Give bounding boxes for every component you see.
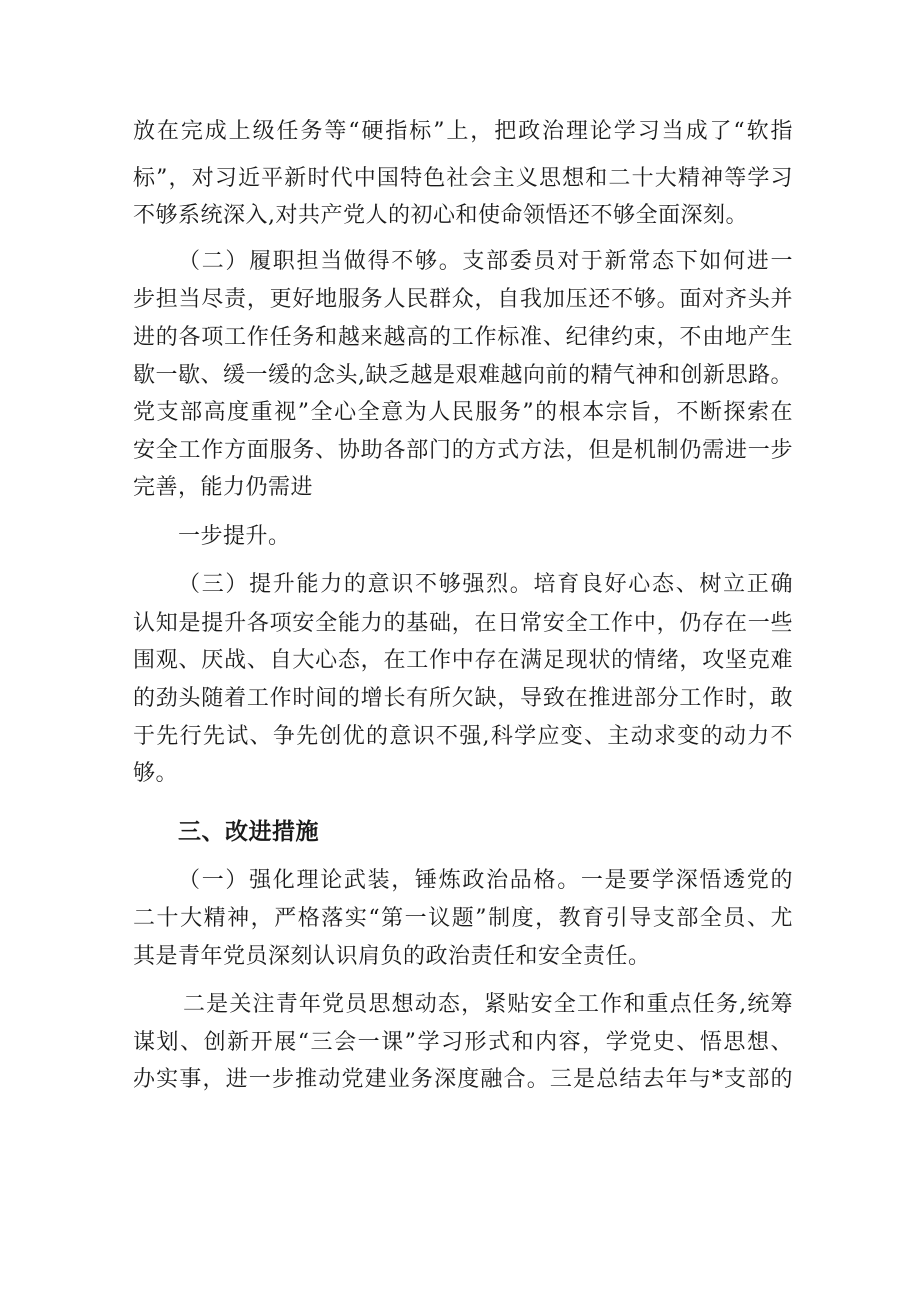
- paragraph-2-line-4: 歇一歇、缓一缓的念头,缺乏越是艰难越向前的精气神和创新思路。: [133, 363, 793, 388]
- paragraph-2-line-6: 安全工作方面服务、协助各部门的方式方法，但是机制仍需进一步: [133, 438, 793, 463]
- paragraph-5-line-1: 二是关注青年党员思想动态，紧贴安全工作和重点任务,统筹: [183, 992, 793, 1017]
- paragraph-4-line-1: （一）强化理论武装，锤炼政治品格。一是要学深悟透党的: [178, 868, 793, 893]
- paragraph-3-line-2: 认知是提升各项安全能力的基础，在日常安全工作中，仍存在一些: [133, 611, 793, 636]
- paragraph-1-line-3: 不够系统深入,对共产党人的初心和使命领悟还不够全面深刻。: [133, 203, 748, 228]
- paragraph-3-line-3: 围观、厌战、自大心态，在工作中存在满足现状的情绪，攻坚克难: [133, 648, 793, 673]
- paragraph-1-line-1: 放在完成上级任务等“硬指标”上，把政治理论学习当成了“软指: [133, 119, 793, 144]
- paragraph-2-tail: 一步提升。: [178, 524, 291, 549]
- paragraph-1-line-2: 标”，对习近平新时代中国特色社会主义思想和二十大精神等学习: [133, 166, 793, 191]
- paragraph-3-line-6: 够。: [133, 761, 179, 786]
- paragraph-4-line-3: 其是青年党员深刻认识肩负的政治责任和安全责任。: [133, 944, 651, 969]
- paragraph-5-line-3: 办实事，进一步推动党建业务深度融合。三是总结去年与*支部的: [133, 1067, 793, 1092]
- paragraph-2-line-3: 进的各项工作任务和越来越高的工作标准、纪律约束，不由地产生: [133, 325, 793, 350]
- paragraph-2-line-2: 步担当尽责，更好地服务人民群众，自我加压还不够。面对齐头并: [133, 287, 793, 312]
- paragraph-3-line-4: 的劲头随着工作时间的增长有所欠缺，导致在推进部分工作时，敢: [133, 686, 793, 711]
- paragraph-2-line-7: 完善，能力仍需进: [133, 475, 314, 500]
- paragraph-4-line-2: 二十大精神，严格落实“第一议题”制度，教育引导支部全员、尤: [133, 906, 793, 931]
- paragraph-5-line-2: 谋划、创新开展“三会一课”学习形式和内容，学党史、悟思想、: [133, 1030, 793, 1055]
- paragraph-3-line-5: 于先行先试、争先创优的意识不强,科学应变、主动求变的动力不: [133, 724, 793, 749]
- paragraph-3-line-1: （三）提升能力的意识不够强烈。培育良好心态、树立正确: [178, 572, 793, 597]
- section-heading: 三、改进措施: [178, 819, 319, 845]
- paragraph-2-line-5: 党支部高度重视”全心全意为人民服务”的根本宗旨，不断探索在: [133, 400, 793, 425]
- paragraph-2-line-1: （二）履职担当做得不够。支部委员对于新常态下如何进一: [178, 249, 793, 274]
